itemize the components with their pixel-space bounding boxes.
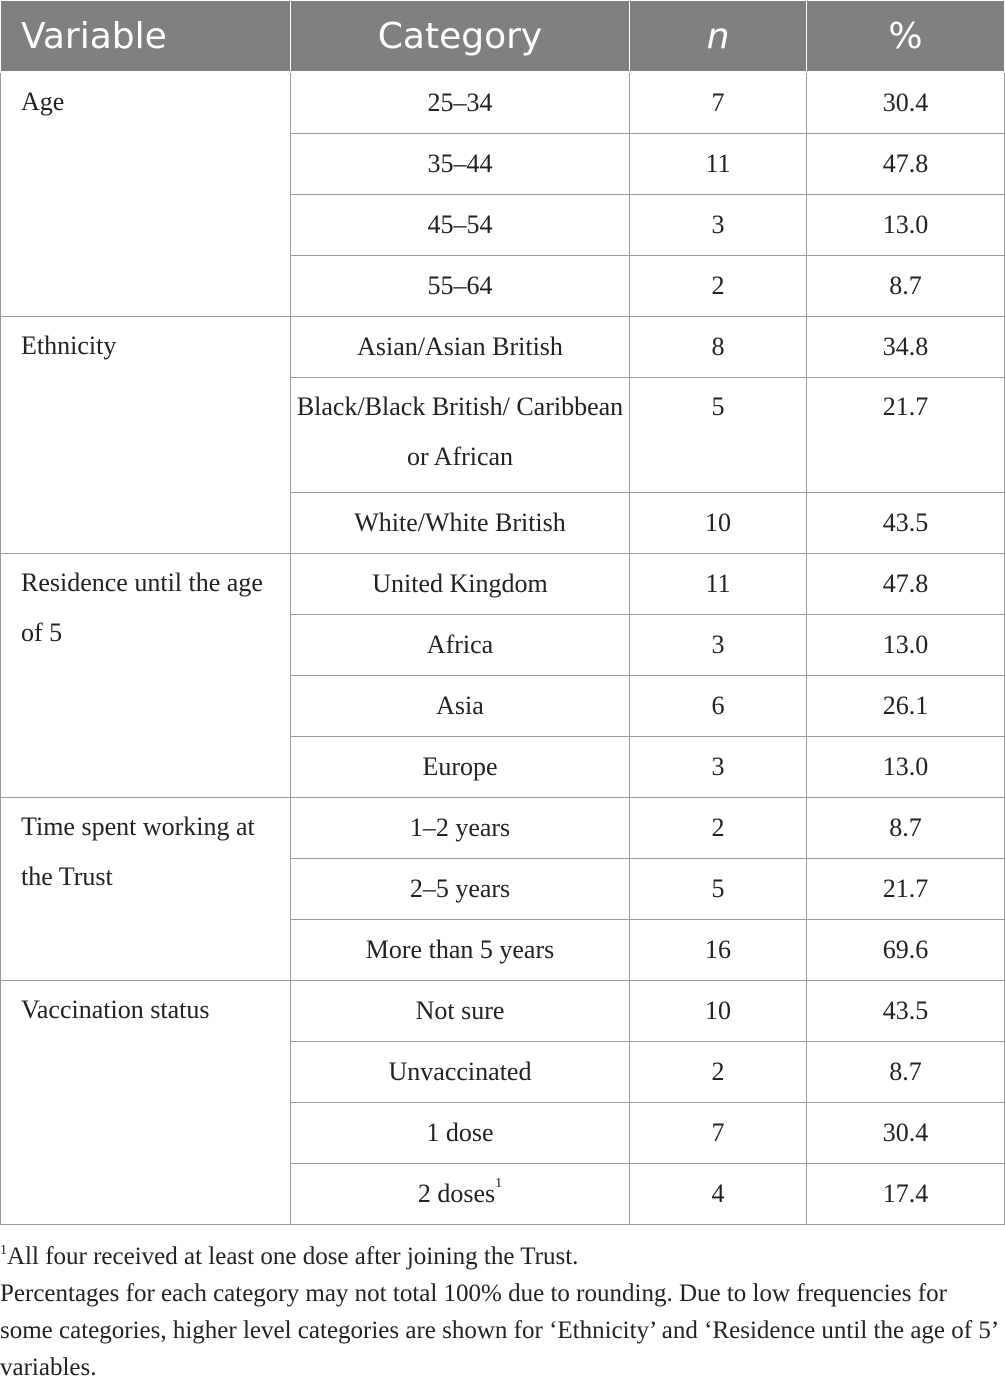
percent-cell: 17.4	[807, 1164, 1005, 1225]
percent-cell: 8.7	[807, 798, 1005, 859]
category-cell: 55–64	[291, 256, 630, 317]
variable-cell: Ethnicity	[1, 317, 291, 554]
n-cell: 3	[630, 195, 807, 256]
category-cell: Europe	[291, 737, 630, 798]
n-cell: 5	[630, 859, 807, 920]
category-cell: Not sure	[291, 981, 630, 1042]
percent-cell: 8.7	[807, 1042, 1005, 1103]
category-cell: 25–34	[291, 72, 630, 134]
table-row	[1, 72, 1005, 134]
category-cell: Africa	[291, 615, 630, 676]
percent-cell: 21.7	[807, 859, 1005, 920]
table-header-row	[1, 1, 1005, 73]
n-cell: 5	[630, 378, 807, 493]
footnote-1-text: All four received at least one dose after joining the Trust.	[7, 1243, 579, 1270]
header-n: n	[630, 1, 807, 73]
header-percent: %	[807, 1, 1005, 73]
n-cell: 11	[630, 554, 807, 615]
percent-cell: 69.6	[807, 920, 1005, 981]
table-row	[1, 317, 1005, 378]
n-cell: 3	[630, 615, 807, 676]
percent-cell: 26.1	[807, 676, 1005, 737]
table-footnotes	[0, 1238, 1000, 1386]
footnote-1-marker: 1	[0, 1243, 7, 1258]
percent-cell: 13.0	[807, 737, 1005, 798]
category-cell: Asian/Asian British	[291, 317, 630, 378]
percent-cell: 47.8	[807, 554, 1005, 615]
variable-cell: Residence until the age of 5	[1, 554, 291, 798]
category-cell: 45–54	[291, 195, 630, 256]
n-cell: 6	[630, 676, 807, 737]
category-cell	[291, 1164, 630, 1225]
variable-cell: Age	[1, 72, 291, 317]
n-cell: 4	[630, 1164, 807, 1225]
variable-cell: Vaccination status	[1, 981, 291, 1225]
percent-cell: 47.8	[807, 134, 1005, 195]
percent-cell: 21.7	[807, 378, 1005, 493]
percent-cell: 8.7	[807, 256, 1005, 317]
variable-cell: Time spent working at the Trust	[1, 798, 291, 981]
footnote-1	[0, 1238, 1000, 1275]
table-row	[1, 981, 1005, 1042]
category-cell: 1 dose	[291, 1103, 630, 1164]
category-cell: Unvaccinated	[291, 1042, 630, 1103]
n-cell: 7	[630, 72, 807, 134]
category-cell: White/White British	[291, 493, 630, 554]
n-cell: 2	[630, 256, 807, 317]
percent-cell: 13.0	[807, 615, 1005, 676]
n-cell: 16	[630, 920, 807, 981]
category-cell: More than 5 years	[291, 920, 630, 981]
table-row	[1, 554, 1005, 615]
n-cell: 8	[630, 317, 807, 378]
footnote-marker: 1	[495, 1176, 503, 1191]
category-cell: Asia	[291, 676, 630, 737]
category-cell: Black/Black British/ Caribbean or African	[291, 378, 630, 493]
n-cell: 3	[630, 737, 807, 798]
percent-cell: 43.5	[807, 981, 1005, 1042]
n-cell: 10	[630, 981, 807, 1042]
header-category: Category	[291, 1, 630, 73]
category-cell: 2–5 years	[291, 859, 630, 920]
percent-cell: 30.4	[807, 1103, 1005, 1164]
percent-cell: 34.8	[807, 317, 1005, 378]
n-cell: 10	[630, 493, 807, 554]
n-cell: 7	[630, 1103, 807, 1164]
percent-cell: 43.5	[807, 493, 1005, 554]
n-cell: 2	[630, 798, 807, 859]
category-cell: United Kingdom	[291, 554, 630, 615]
footnote-2: Percentages for each category may not total 100% due to rounding. Due to low frequencies for some categories, higher level categories are shown for ‘Ethnicity’ and ‘Residence until the age of 5’ variables.	[0, 1280, 998, 1381]
category-cell: 35–44	[291, 134, 630, 195]
category-text: 2 doses	[417, 1179, 496, 1208]
percent-cell: 30.4	[807, 72, 1005, 134]
category-cell: 1–2 years	[291, 798, 630, 859]
n-cell: 2	[630, 1042, 807, 1103]
header-variable: Variable	[1, 1, 291, 73]
n-cell: 11	[630, 134, 807, 195]
table-row	[1, 798, 1005, 859]
percent-cell: 13.0	[807, 195, 1005, 256]
